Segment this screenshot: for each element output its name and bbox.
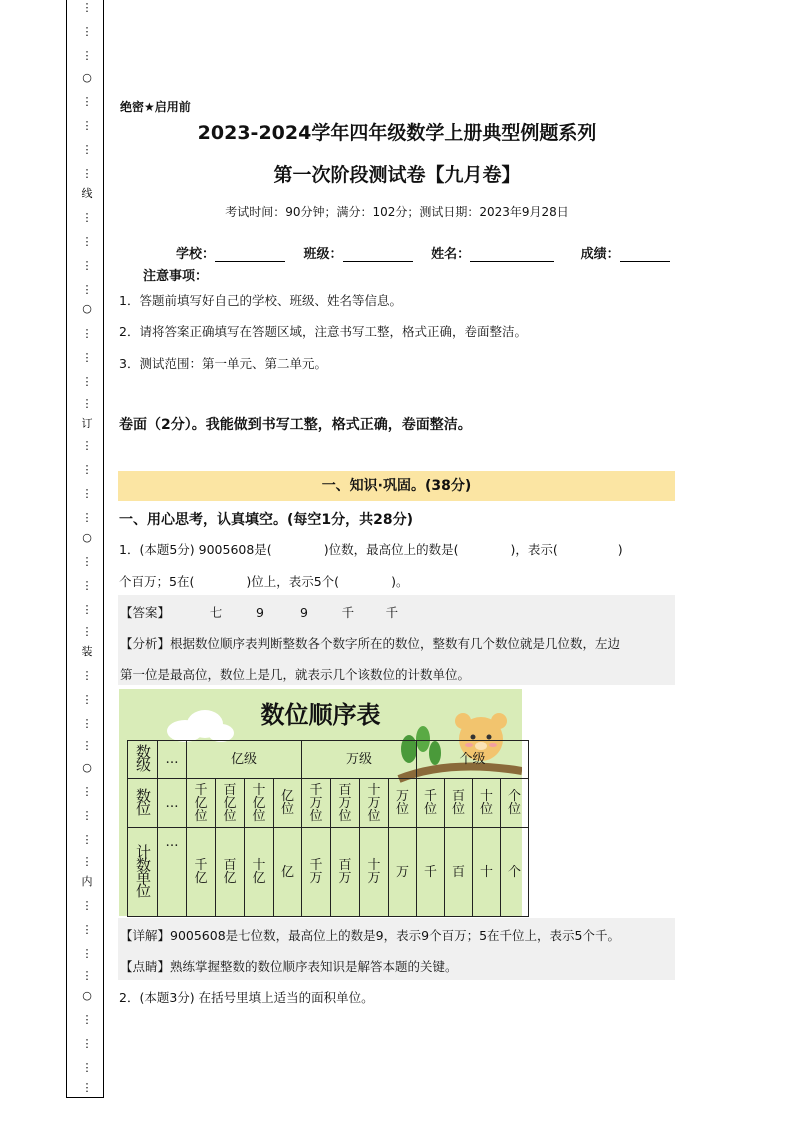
unit-cell: 万 [389,828,417,917]
neatness-statement: 卷面（2分）。我能做到书写工整，格式正确，卷面整洁。 [119,417,472,433]
unit-cell: 十万 [360,828,389,917]
row-label-place: 数位 [128,779,158,828]
unit-cell: 百 [445,828,473,917]
unit-cell: 千 [417,828,445,917]
binding-mark-line: 线 [81,187,93,200]
notes-title: 注意事项： [143,269,209,284]
answer-line [120,603,412,621]
answer-value: 9 [255,605,264,620]
unit-cell: 百万 [331,828,360,917]
question-1-line-1: 1．(本题5分) 9005608是( )位数，最高位上的数是( )，表示( ) [119,542,623,557]
binding-dots: ⋮ ⋮ ⋮ ○ ⋮ ⋮ ⋮ ⋮ 线 ⋮ ⋮ ⋮ ⋮ ○ ⋮ ⋮ ⋮ ⋮ 订 ⋮ ⋮ ⋮ ⋮ ○ ⋮ ⋮ ⋮ ⋮ 装 ⋮ ⋮ ⋮ ⋮ ○ ⋮ ⋮ ⋮ ⋮ 内 ⋮ ⋮ ⋮ ⋮ ○ ⋮ ⋮ ⋮ ⋮ [81,1,93,1094]
place-cell: 百位 [445,779,473,828]
note-item: 1．答题前填写好自己的学校、班级、姓名等信息。 [119,293,402,308]
binding-mark-bind: 订 [81,417,93,430]
secret-label: 绝密★启用前 [120,100,191,114]
ellipsis: … [158,828,187,917]
question-1-line-2: 个百万；5在( )位上，表示5个( )。 [119,574,409,589]
answer-value: 七 [209,605,223,620]
question-2: 2．(本题3分) 在括号里填上适当的面积单位。 [119,990,374,1005]
analysis-line: 第一位是最高位，数位上是几，就表示几个该数位的计数单位。 [120,667,471,682]
place-value-chart-title: 数位顺序表 [260,700,381,729]
row-label-level: 数级 [128,741,158,779]
unit-cell: 千亿 [187,828,216,917]
place-cell: 百万位 [331,779,360,828]
binding-mark-inner: 内 [81,875,93,888]
binding-mark-fold: 装 [81,645,93,658]
key-point-line: 【点睛】熟练掌握整数的数位顺序表知识是解答本题的关键。 [120,959,458,974]
row-label-unit: 计数单位 [128,828,158,917]
place-cell: 千位 [417,779,445,828]
section-header [118,471,675,501]
ellipsis: … [158,779,187,828]
question-group-title: 一、用心思考，认真填空。(每空1分，共28分) [119,512,414,528]
place-cell: 十位 [473,779,501,828]
note-item: 3．测试范围：第一单元、第二单元。 [119,356,327,371]
score-field[interactable]: 成绩： [581,243,670,262]
section-title: 一、知识·巩固。(38分) [321,478,472,494]
place-cell: 万位 [389,779,417,828]
place-cell: 个位 [501,779,529,828]
place-cell: 十万位 [360,779,389,828]
answer-value: 9 [299,605,308,620]
ellipsis: … [158,741,187,779]
level-ge: 个级 [417,741,529,779]
unit-cell: 个 [501,828,529,917]
place-cell: 百亿位 [216,779,245,828]
school-field[interactable]: 学校： [176,243,285,262]
level-wan: 万级 [302,741,417,779]
answer-label: 【答案】 [120,605,171,620]
answer-value: 千 [385,605,399,620]
place-value-table [127,740,529,917]
place-cell: 千万位 [302,779,331,828]
analysis-line: 【分析】根据数位顺序表判断整数各个数字所在的数位，整数有几个数位就是几位数，左边 [120,636,621,651]
detail-line: 【详解】9005608是七位数，最高位上的数是9，表示9个百万；5在千位上，表示5个千。 [120,928,620,943]
paper-title: 2023-2024学年四年级数学上册典型例题系列 [197,122,597,144]
class-field[interactable]: 班级： [304,243,413,262]
unit-cell: 百亿 [216,828,245,917]
place-cell: 十亿位 [245,779,274,828]
paper-subtitle: 第一次阶段测试卷【九月卷】 [273,164,521,186]
answer-value: 千 [341,605,355,620]
unit-cell: 亿 [274,828,302,917]
name-field[interactable]: 姓名： [431,243,554,262]
unit-cell: 千万 [302,828,331,917]
unit-cell: 十 [473,828,501,917]
place-cell: 亿位 [274,779,302,828]
student-fields [176,243,684,262]
place-cell: 千亿位 [187,779,216,828]
level-yi: 亿级 [187,741,302,779]
note-item: 2．请将答案正确填写在答题区域，注意书写工整，格式正确，卷面整洁。 [119,324,527,339]
exam-info: 考试时间：90分钟；满分：102分；测试日期：2023年9月28日 [225,205,569,219]
unit-cell: 十亿 [245,828,274,917]
